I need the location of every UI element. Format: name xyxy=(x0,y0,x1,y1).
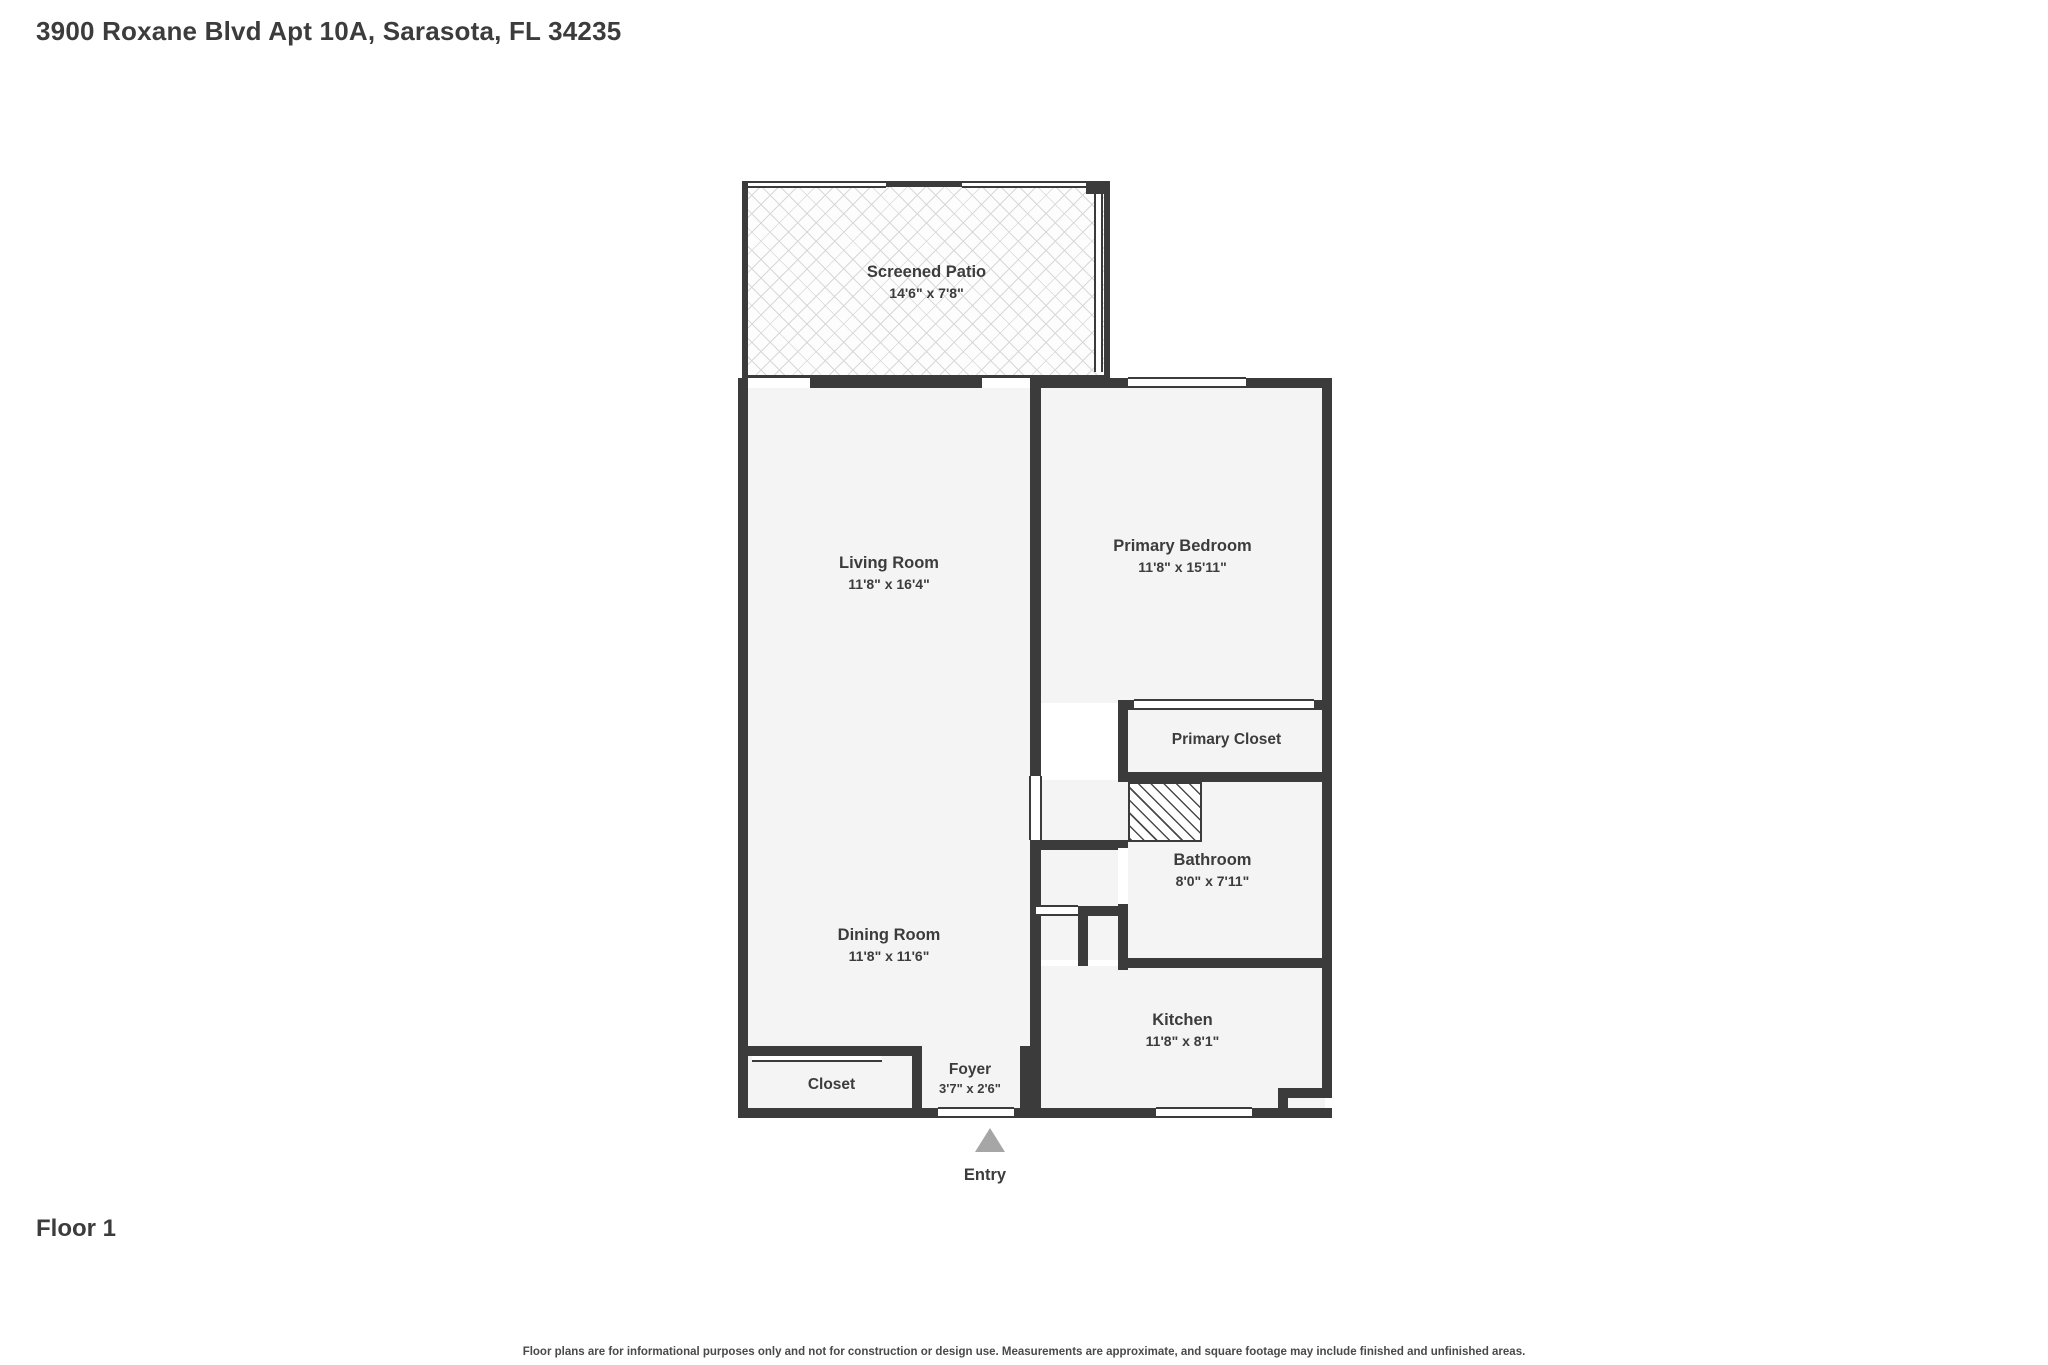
patio-window-right xyxy=(962,181,1102,188)
interior-wall-bath-hall-top xyxy=(1030,840,1128,850)
room-name: Foyer xyxy=(948,1061,992,1078)
hall-closet-door xyxy=(1036,905,1078,916)
room-label-kitchen xyxy=(1040,1010,1325,1050)
kitchen-window-bottom xyxy=(1156,1107,1252,1118)
room-label-primary-bedroom xyxy=(1040,536,1325,576)
room-name: Bathroom xyxy=(1173,851,1252,869)
room-dimensions: 11'8" x 16'4" xyxy=(848,575,930,592)
room-label-foyer xyxy=(914,1060,1026,1098)
room-label-screened-patio xyxy=(748,262,1105,302)
primary-closet-door xyxy=(1134,699,1314,710)
interior-wall-closet-bottom xyxy=(1118,772,1332,782)
hall-door-jamb xyxy=(1029,776,1042,840)
room-label-closet xyxy=(744,1075,919,1096)
room-label-bathroom xyxy=(1100,850,1325,890)
patio-corner-wall xyxy=(1086,181,1110,194)
kitchen-jog-wall-horizontal xyxy=(1278,1088,1332,1098)
room-name: Closet xyxy=(807,1076,856,1093)
patio-door-opening xyxy=(748,378,810,388)
room-label-dining-room xyxy=(744,925,1034,965)
entry-door xyxy=(938,1107,1014,1118)
floor-label: Floor 1 xyxy=(36,1215,117,1242)
patio-window-left xyxy=(748,181,886,188)
room-label-primary-closet xyxy=(1128,730,1325,751)
bedroom-window-top xyxy=(1128,377,1246,388)
room-dimensions: 11'8" x 15'11" xyxy=(1138,558,1227,575)
room-dimensions: 14'6" x 7'8" xyxy=(889,284,964,301)
entry-label: Entry xyxy=(963,1166,1007,1184)
interior-wall-closet-left xyxy=(1118,700,1128,778)
shower-hatch xyxy=(1128,782,1202,842)
entry-arrow-icon xyxy=(975,1128,1005,1152)
room-name: Screened Patio xyxy=(866,263,987,281)
room-name: Living Room xyxy=(839,554,939,572)
living-dining-floor xyxy=(744,385,1034,1115)
disclaimer-text: Floor plans are for informational purposes only and not for construction or design use. Measurements are approximate, and square footage may include finished and unfinished areas. xyxy=(522,1346,1526,1358)
hall-wall-stub xyxy=(1078,906,1088,966)
page-title: 3900 Roxane Blvd Apt 10A, Sarasota, FL 34235 xyxy=(36,16,622,46)
room-dimensions: 3'7" x 2'6" xyxy=(939,1081,1001,1097)
room-name: Kitchen xyxy=(1152,1011,1213,1029)
exterior-wall-left xyxy=(738,378,748,1118)
room-label-living-room xyxy=(744,553,1034,593)
room-dimensions: 11'8" x 8'1" xyxy=(1145,1032,1220,1049)
room-dimensions: 11'8" x 11'6" xyxy=(848,947,930,964)
room-name: Primary Closet xyxy=(1171,731,1282,748)
room-name: Primary Bedroom xyxy=(1113,537,1252,555)
room-name: Dining Room xyxy=(837,926,941,944)
interior-wall-kitchen-top xyxy=(1118,958,1332,968)
interior-wall-closet-top xyxy=(738,1046,922,1056)
room-dimensions: 8'0" x 7'11" xyxy=(1175,872,1250,889)
